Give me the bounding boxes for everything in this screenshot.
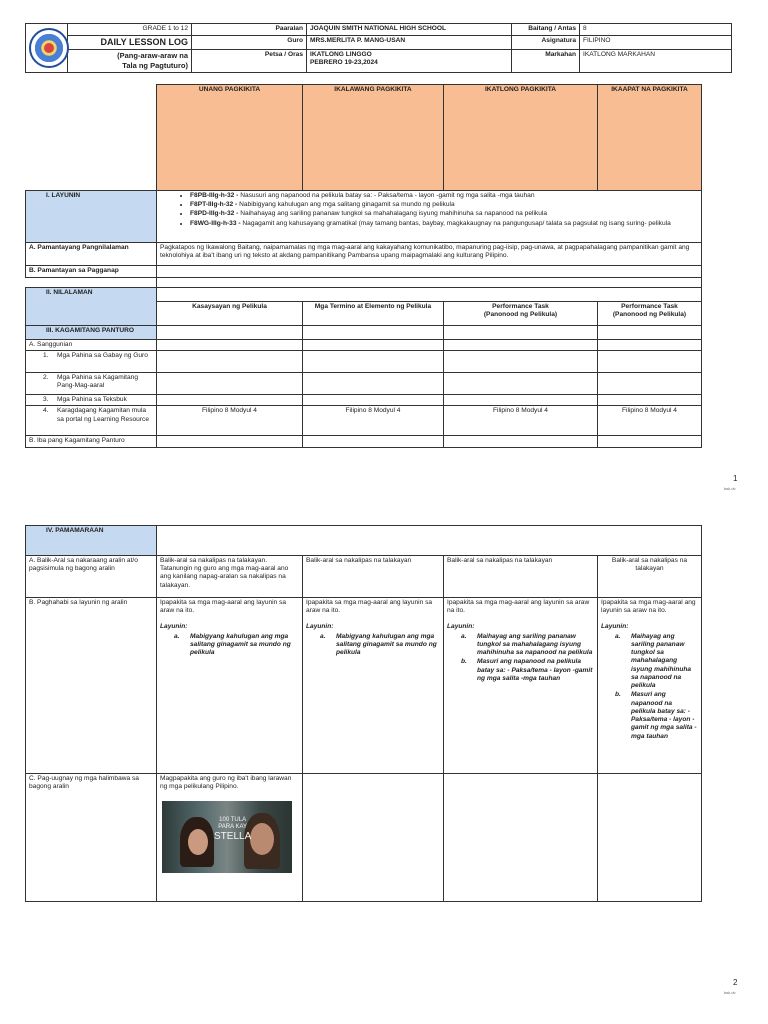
paghahabi-day4: Ipapakita sa mga mag-aaral ang layunin sa araw na ito. Layunin: a. Maihayag ang sariling pananaw tungkol sa mahahalagang isyung mahihinuha sa napanood na pelikula b. Masuri ang napanood na pelikula batay sa: - Paksa/tema - layon -gamit ng mga salita -mga tauhan (598, 598, 702, 774)
balik-aral-day4: Balik-aral sa nakalipas na talakayan (598, 556, 702, 598)
date-week: IKATLONG LINGGO (310, 51, 372, 59)
layunin-label: I. LAYUNIN (26, 191, 157, 243)
quarter-value: IKATLONG MARKAHAN (580, 50, 732, 73)
balik-aral-day3: Balik-aral sa nakalipas na talakayan (444, 556, 598, 598)
nilalaman-day4: Performance Task (Panonood ng Pelikula) (598, 302, 702, 326)
objective-item: • F8PB-IIIg-h-32 - Nasusuri ang napanood na pelikula batay sa: - Paksa/tema - layon -gamit ng mga salita -mga tauhan (190, 192, 698, 200)
modyul-day4: Filipino 8 Modyul 4 (598, 406, 702, 436)
objective-item: • F8PD-IIIg-h-32 - Naihahayag ang sariling pananaw tungkol sa mahahalagang isyung mahihinuha sa napanood na pelikula (190, 210, 698, 218)
pamantayan-pagganap-label: B. Pamantayan sa Pagganap (26, 266, 157, 278)
nilalaman-day3: Performance Task (Panonood ng Pelikula) (444, 302, 598, 326)
doc-subtitle (68, 50, 192, 73)
teacher-label: Guro (192, 36, 307, 50)
kagamitan-row-1: 1. Mga Pahina sa Gabay ng Guro (26, 351, 157, 373)
deped-seal-logo (29, 28, 69, 68)
pamantayang-pangnilalaman-label: A. Pamantayang Pangnilalaman (26, 243, 157, 266)
nilalaman-day2: Mga Termino at Elemento ng Pelikula (303, 302, 444, 326)
kagamitan-row-4: 4. Karagdagang Kagamitan mula sa portal ng Learning Resource (26, 406, 157, 436)
pamamaraan-label: IV. PAMAMARAAN (26, 526, 157, 556)
modyul-day3: Filipino 8 Modyul 4 (444, 406, 598, 436)
layunin-content (157, 191, 702, 243)
page-number-2: 2 (733, 978, 738, 987)
objectives-list (160, 192, 698, 228)
pamantayang-pangnilalaman-text: Pagkatapos ng Ikawalong Baitang, naipamamalas ng mga mag-aaral ang kakayahang komunikatibo, mapanuring pag-iisip, pag-unawa, at pagpapahalagang pampanitikan gamit ang teknolohiya at iba't ibang uri ng teksto at akdang pampanitikang Pambansa upang maipagmalaki ang kulturang Pilipino. (157, 243, 702, 266)
date-range: PEBRERO 19-23,2024 (310, 59, 378, 67)
kagamitan-row-2: 2. Mga Pahina sa Kagamitang Pang-Mag-aaral (26, 373, 157, 395)
balik-aral-label: A. Balik-Aral sa nakaraang aralin at/o pagsisimula ng bagong aralin (26, 556, 157, 598)
header-table (25, 23, 732, 73)
doc-title: DAILY LESSON LOG (68, 36, 192, 50)
movie-still-image (162, 801, 292, 873)
teacher-value: MRS.MERLITA P. MANG-USAN (307, 36, 512, 50)
level-value: 8 (580, 24, 732, 36)
grade-label: GRADE 1 to 12 (68, 24, 192, 36)
day-3-header: IKATLONG PAGKIKITA (444, 85, 598, 191)
modyul-day1: Filipino 8 Modyul 4 (157, 406, 303, 436)
paghahabi-day2: Ipapakita sa mga mag-aaral ang layunin sa araw na ito. Layunin: a. Mabigyang kahulugan ang mga salitang ginagamit sa mundo ng pelikula (303, 598, 444, 774)
modyul-day2: Filipino 8 Modyul 4 (303, 406, 444, 436)
subject-label: Asignatura (512, 36, 580, 50)
lesson-table-page1 (25, 84, 702, 448)
kagamitan-label: III. KAGAMITANG PANTURO (26, 326, 157, 340)
pamantayan-pagganap-value (157, 266, 702, 278)
day-4-header: IKAAPAT NA PAGKIKITA (598, 85, 702, 191)
lesson-table-page2 (25, 525, 702, 902)
pag-uugnay-day1: Magpapakita ang guro ng iba't ibang larawan ng mga pelikulang Pilipino. 100 TULA PARA KAY STELLA (157, 774, 303, 902)
sanggunian-label: A. Sanggunian (26, 340, 157, 351)
footer-mark-1: bsk.dv (724, 486, 736, 491)
movie-title-overlay: 100 TULA PARA KAY STELLA (214, 817, 252, 842)
objective-item: • F8WG-IIIg-h-33 - Nagagamit ang kahusayang gramatikal (may tamang bantas, baybay, magkakaugnay na pangungusap/ talata sa pagsulat ng isang suring- pelikula (190, 220, 698, 228)
day-1-header: UNANG PAGKIKITA (157, 85, 303, 191)
kagamitan-row-3: 3. Mga Pahina sa Teksbuk (26, 395, 157, 406)
pag-uugnay-label: C. Pag-uugnay ng mga halimbawa sa bagong aralin (26, 774, 157, 902)
blank-corner (26, 85, 157, 191)
school-label: Paaralan (192, 24, 307, 36)
iba-pang-kagamitan-label: B. Iba pang Kagamitang Panturo (26, 436, 157, 447)
footer-mark-2: bsk.dv (724, 990, 736, 995)
balik-aral-day1: Balik-aral sa nakalipas na talakayan. Tatanungin ng guro ang mga mag-aaral ano ang kanilang napag-aralan sa nakalipas na talakayan. (157, 556, 303, 598)
nilalaman-day1: Kasaysayan ng Pelikula (157, 302, 303, 326)
objective-item: • F8PT-IIIg-h-32 - Nabibigyang kahulugan ang mga salitang ginagamit sa mundo ng pelikula (190, 201, 698, 209)
level-label: Baitang / Antas (512, 24, 580, 36)
date-label: Petsa / Oras (192, 50, 307, 73)
date-value (307, 50, 512, 73)
balik-aral-day2: Balik-aral sa nakalipas na talakayan (303, 556, 444, 598)
deped-seal-cell (26, 24, 68, 73)
quarter-label: Markahan (512, 50, 580, 73)
subject-value: FILIPINO (580, 36, 732, 50)
nilalaman-label: II. NILALAMAN (26, 288, 157, 326)
school-value: JOAQUIN SMITH NATIONAL HIGH SCHOOL (307, 24, 512, 36)
doc-subtitle-line1: (Pang-araw-araw na (117, 51, 188, 61)
doc-subtitle-line2: Tala ng Pagtuturo) (122, 60, 188, 70)
page-number-1: 1 (733, 474, 738, 483)
day-2-header: IKALAWANG PAGKIKITA (303, 85, 444, 191)
paghahabi-day3: Ipapakita sa mga mag-aaral ang layunin sa araw na ito. Layunin: a. Maihayag ang sariling pananaw tungkol sa mahahalagang isyung mahihinuha sa napanood na pelikula b. Masuri ang napanood na pelikula batay sa: - Paksa/tema - layon -gamit ng mga salita -mga tauhan (444, 598, 598, 774)
paghahabi-label: B. Paghahabi sa layunin ng aralin (26, 598, 157, 774)
paghahabi-day1: Ipapakita sa mga mag-aaral ang layunin sa araw na ito. Layunin: a. Mabigyang kahulugan ang mga salitang ginagamit sa mundo ng pelikula (157, 598, 303, 774)
